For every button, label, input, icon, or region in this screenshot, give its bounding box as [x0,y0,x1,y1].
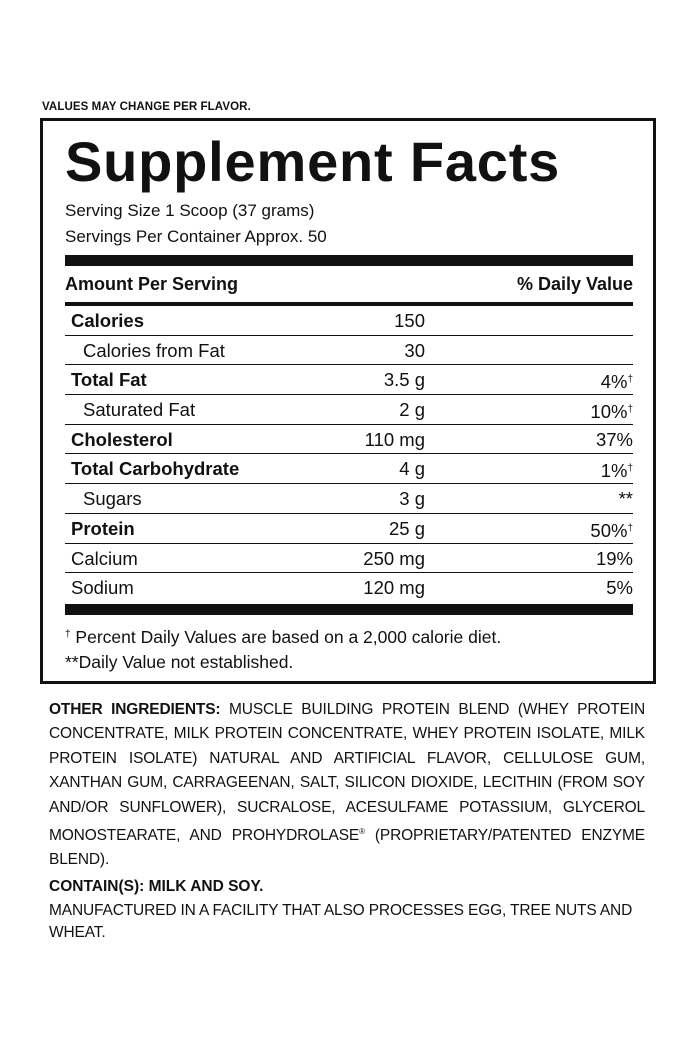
nutrient-row [65,573,633,603]
not-established-footnote: **Daily Value not established. [65,652,294,672]
servings-per-container: Servings Per Container Approx. 50 [65,227,327,246]
daily-value-percent: 37% [595,428,633,450]
bottom-divider-bar [65,604,633,615]
daily-value-percent: 4% [600,371,628,393]
nutrient-amount: 25 g [388,517,425,539]
nutrient-amount: 2 g [399,399,425,421]
supplement-facts-panel [40,118,656,684]
nutrient-daily-value [596,425,633,454]
nutrient-name: Saturated Fat [83,399,196,421]
daily-value-percent: 1% [600,460,628,482]
nutrient-row [65,484,633,514]
nutrient-name: Calcium [71,547,138,569]
nutrient-row [65,425,633,455]
serving-size: Serving Size 1 Scoop (37 grams) [65,201,315,220]
nutrient-daily-value [590,514,633,545]
daily-value-percent: 50% [590,519,628,541]
daily-value-percent: 19% [595,547,633,569]
nutrient-amount: 3.5 g [383,369,425,391]
nutrient-row [65,365,633,395]
nutrient-amount: 4 g [399,458,425,480]
nutrient-amount: 3 g [399,488,425,510]
nutrient-name: Total Carbohydrate [71,458,240,480]
nutrient-amount: 150 [394,310,425,331]
dagger-mark: † [627,404,633,416]
nutrient-name: Sugars [83,488,142,510]
nutrient-amount: 250 mg [363,547,425,569]
nutrient-name: Calories from Fat [83,339,225,361]
nutrient-daily-value [601,365,633,396]
nutrient-name: Total Fat [71,369,147,391]
dagger-mark: † [65,629,71,640]
nutrient-row [65,306,633,336]
other-ingredients-text-end: (PROPRIETARY/PATENTED ENZYME BLEND). [49,827,645,869]
nutrient-row [65,336,633,366]
daily-value-footnote [65,624,633,648]
other-ingredients [49,698,645,873]
dagger-mark: † [627,463,633,475]
nutrient-daily-value [590,395,633,426]
nutrient-daily-value [606,573,633,602]
nutrient-amount: 110 mg [364,428,425,450]
nutrient-row [65,514,633,544]
panel-title: Supplement Facts [65,130,561,193]
top-divider-bar [65,255,633,266]
nutrient-row [65,395,633,425]
dagger-mark: † [627,522,633,534]
nutrient-daily-value [619,484,633,513]
nutrient-amount: 120 mg [363,577,425,599]
nutrient-name: Protein [71,517,135,539]
nutrient-daily-value [601,454,633,485]
allergen-statement: CONTAIN(S): MILK AND SOY. [49,878,264,895]
dagger-mark: † [627,374,633,386]
flavor-note: VALUES MAY CHANGE PER FLAVOR. [42,101,251,113]
registered-mark: ® [359,827,365,837]
nutrient-list [65,306,633,603]
other-ingredients-label: OTHER INGREDIENTS: [49,701,221,718]
daily-value-percent: 10% [590,401,628,423]
amount-per-serving-header: Amount Per Serving [65,274,239,294]
daily-value-percent: ** [618,488,633,510]
nutrient-name: Calories [71,310,145,331]
daily-value-footnote-text: Percent Daily Values are based on a 2,000 calorie diet. [70,627,502,647]
nutrient-daily-value [596,544,633,573]
nutrient-row [65,454,633,484]
nutrient-amount: 30 [404,339,425,361]
column-header-row [65,271,633,297]
facility-statement: MANUFACTURED IN A FACILITY THAT ALSO PROCESSES EGG, TREE NUTS AND WHEAT. [49,902,633,941]
daily-value-percent: 5% [606,577,633,599]
nutrient-row [65,544,633,574]
nutrient-name: Sodium [71,577,134,599]
other-ingredients-text: MUSCLE BUILDING PROTEIN BLEND (WHEY PROTEIN CONCENTRATE, MILK PROTEIN CONCENTRATE, WHEY PROTEIN ISOLATE, MILK PROTEIN ISOLATE) NATURAL AND ARTIFICIAL FLAVOR, CELLULOSE GUM, XANTHAN GUM, CARRAGEENAN, SALT, SILICON DIOXIDE, LECITHIN (FROM SOY AND/OR SUNFLOWER), SUCRALOSE, ACESULFAME POTASSIUM, GLYCEROL MONOSTEARATE, AND PROHYDROLASE [49,701,645,845]
daily-value-header: % Daily Value [516,274,633,294]
nutrient-name: Cholesterol [71,428,173,450]
